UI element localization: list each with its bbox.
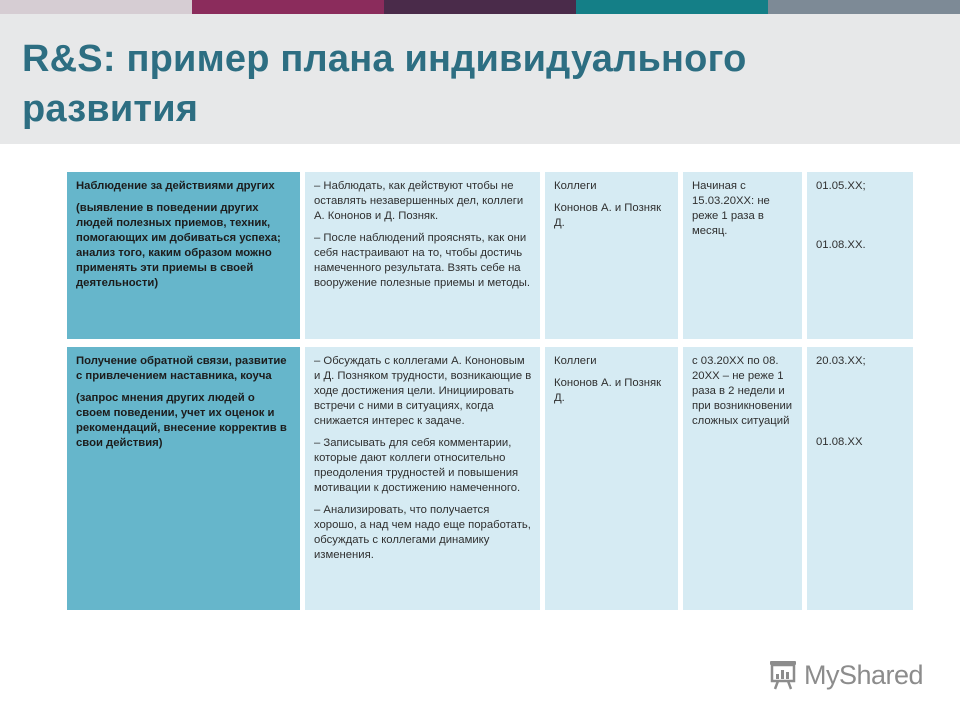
action-item: – Анализировать, что получается хорошо, а над чем надо еще поработать, обсуждать с коллегами динамику изменения. [314,504,531,561]
date-value: 01.08.XX [816,436,863,448]
participants-label: Коллеги [554,180,597,192]
date-value: 20.03.XX; [816,355,866,367]
frequency-text: с 03.20ХХ по 08. 20ХХ – не реже 1 раза в 2 недели и при возникновении сложных ситуаций [692,355,793,427]
goal-detail: (выявление в поведении других людей полезных приемов, техник, помогающих им добиваться успеха; анализ того, каким образом можно применять эти приемы в своей деятельности) [76,202,281,289]
myshared-logo[interactable] [766,657,936,693]
actions-cell [305,172,540,339]
participants-names: Кононов А. и Позняк Д. [554,202,662,229]
actions-cell [305,347,540,610]
color-segment [0,0,192,14]
dates-cell [807,172,913,339]
slide-title: R&S: пример плана индивидуального развития [22,38,747,130]
participants-label: Коллеги [554,355,597,367]
participants-cell [545,172,678,339]
color-segment [192,0,384,14]
dates-cell [807,347,913,610]
presentation-board-icon [766,658,800,692]
action-item: – После наблюдений прояснять, как они себя настраивают на то, чтобы достичь намеченного результата. Взять себе на вооружение полезные приемы и методы. [314,232,530,289]
logo-text: MyShared [804,659,924,690]
action-item: – Обсуждать с коллегами А. Кононовым и Д. Позняком трудности, возникающие в ходе достижения цели. Инициировать встречи с ними в ситуациях, когда снижается интерес к задаче. [314,355,532,427]
color-segment [768,0,960,14]
participants-cell [545,347,678,610]
development-plan-table [67,172,913,610]
top-color-bar [0,0,960,14]
goal-cell [67,347,300,610]
action-item: – Наблюдать, как действуют чтобы не оставлять незавершенных дел, коллеги А. Кононов и Д. Позняк. [314,180,524,222]
goal-heading: Получение обратной связи, развитие с привлечением наставника, коуча [76,355,287,382]
color-segment [576,0,768,14]
frequency-cell [683,172,802,339]
action-item: – Записывать для себя комментарии, которые дают коллеги относительно преодоления трудностей и повышения мотивации к достижению намеченного. [314,437,521,494]
goal-cell [67,172,300,339]
frequency-cell [683,347,802,610]
date-value: 01.05.XX; [816,180,866,192]
frequency-text: Начиная с 15.03.20ХХ: не реже 1 раза в месяц. [692,180,770,237]
goal-heading: Наблюдение за действиями других [76,180,275,192]
color-segment [384,0,576,14]
date-value: 01.08.XX. [816,239,866,251]
goal-detail: (запрос мнения других людей о своем поведении, учет их оценок и рекомендаций, внесение корректив в свои действия) [76,392,287,449]
participants-names: Кононов А. и Позняк Д. [554,377,662,404]
title-band [0,14,960,144]
